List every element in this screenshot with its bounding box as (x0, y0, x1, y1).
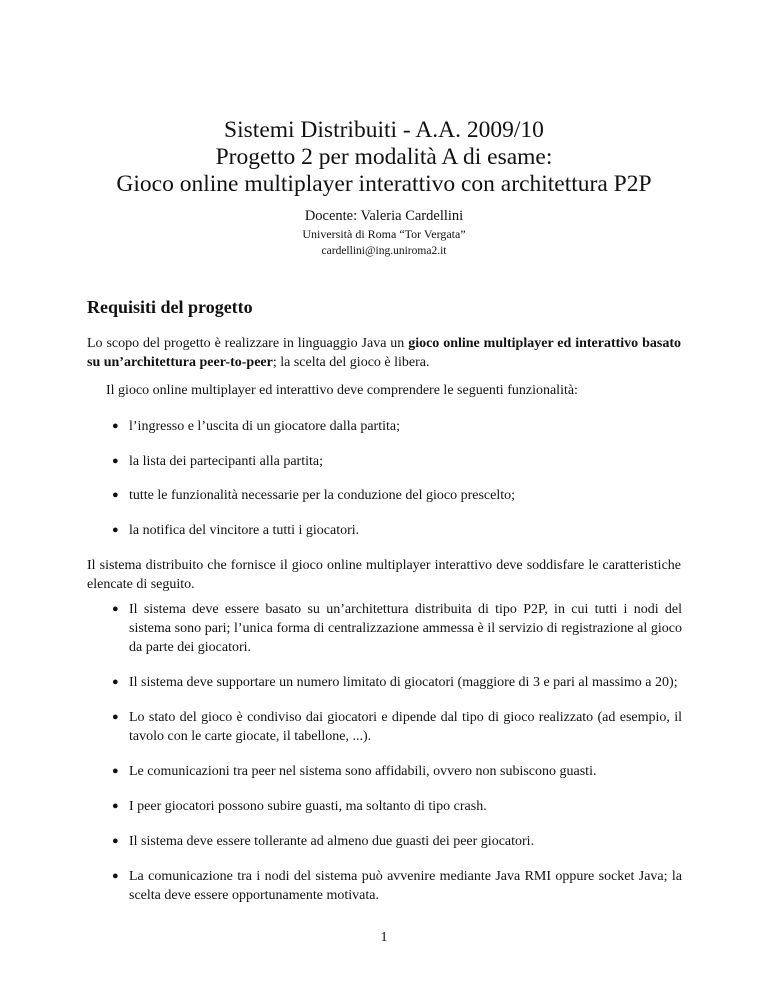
list-item (112, 762, 682, 781)
list-item-text: tutte le funzionalità necessarie per la conduzione del gioco prescelto; (129, 488, 516, 503)
bullet-icon: ● (112, 455, 119, 467)
bullet-icon: ● (112, 800, 119, 812)
bullet-icon: ● (112, 489, 119, 501)
title-block (0, 117, 768, 198)
list-item-text: La comunicazione tra i nodi del sistema può avvenire mediante Java RMI oppure socket Java; la scelta deve essere opportunamente motivata. (129, 869, 682, 903)
list-item (112, 673, 682, 692)
list-item-text: Il sistema deve essere tollerante ad almeno due guasti dei peer giocatori. (129, 834, 535, 849)
list-item (112, 867, 682, 905)
intro-paragraph (87, 334, 681, 372)
author-email: cardellini@ing.uniroma2.it (321, 245, 447, 257)
list-item-text: la notifica del vincitore a tutti i giocatori. (129, 523, 360, 538)
bullet-icon: ● (112, 870, 119, 882)
requirements-intro: Il sistema distribuito che fornisce il gioco online multiplayer interattivo deve soddisfare le caratteristiche elencate di seguito. (87, 558, 681, 592)
author-block (0, 207, 768, 260)
list-item-text: Il sistema deve essere basato su un’architettura distribuita di tipo P2P, in cui tutti i nodi del sistema sono pari; l’unica forma di centralizzazione ammessa è il servizio di registrazione al gioco da parte dei giocatori. (129, 602, 682, 655)
list-item-text: l’ingresso e l’uscita di un giocatore dalla partita; (129, 419, 400, 434)
bullet-icon: ● (112, 603, 119, 615)
author-name: Docente: Valeria Cardellini (304, 208, 464, 224)
list-item-text: la lista dei partecipanti alla partita; (129, 454, 323, 469)
intro-text-1: Lo scopo del progetto è realizzare in linguaggio Java un (87, 336, 409, 351)
list-item (112, 797, 682, 816)
bullet-icon: ● (112, 676, 119, 688)
bullet-icon: ● (112, 835, 119, 847)
list-item (112, 521, 682, 540)
author-affiliation: Università di Roma “Tor Vergata” (302, 227, 466, 241)
section-heading: Requisiti del progetto (87, 297, 253, 317)
list-item-text: Lo stato del gioco è condiviso dai giocatori e dipende dal tipo di gioco realizzato (ad esempio, il tavolo con le carte giocate, il tabellone, ...). (129, 710, 682, 744)
bullet-icon: ● (112, 420, 119, 432)
title-subject: Gioco online multiplayer interattivo con architettura P2P (116, 171, 652, 197)
list-item-text: Le comunicazioni tra peer nel sistema sono affidabili, ovvero non subiscono guasti. (129, 764, 597, 779)
list-item (112, 452, 682, 471)
bullet-icon: ● (112, 765, 119, 777)
list-item (112, 486, 682, 505)
bullet-icon: ● (112, 524, 119, 536)
title-course: Sistemi Distribuiti - A.A. 2009/10 (224, 117, 544, 143)
list-item (112, 417, 682, 436)
intro-text-2: ; la scelta del gioco è libera. (272, 355, 430, 370)
list-item (112, 832, 682, 851)
list-item (112, 600, 682, 657)
list-item-text: Il sistema deve supportare un numero limitato di giocatori (maggiore di 3 e pari al massimo a 20); (129, 675, 678, 690)
bullet-icon: ● (112, 711, 119, 723)
page-number: 1 (380, 930, 388, 945)
functionality-intro: Il gioco online multiplayer ed interattivo deve comprendere le seguenti funzionalità: (106, 383, 578, 398)
list-item (112, 708, 682, 746)
title-project: Progetto 2 per modalità A di esame: (215, 144, 553, 170)
list-item-text: I peer giocatori possono subire guasti, ma soltanto di tipo crash. (129, 799, 487, 814)
intro-text-bold: gioco online multiplayer ed interattivo basato su un’architettura peer-to-peer (87, 336, 681, 370)
